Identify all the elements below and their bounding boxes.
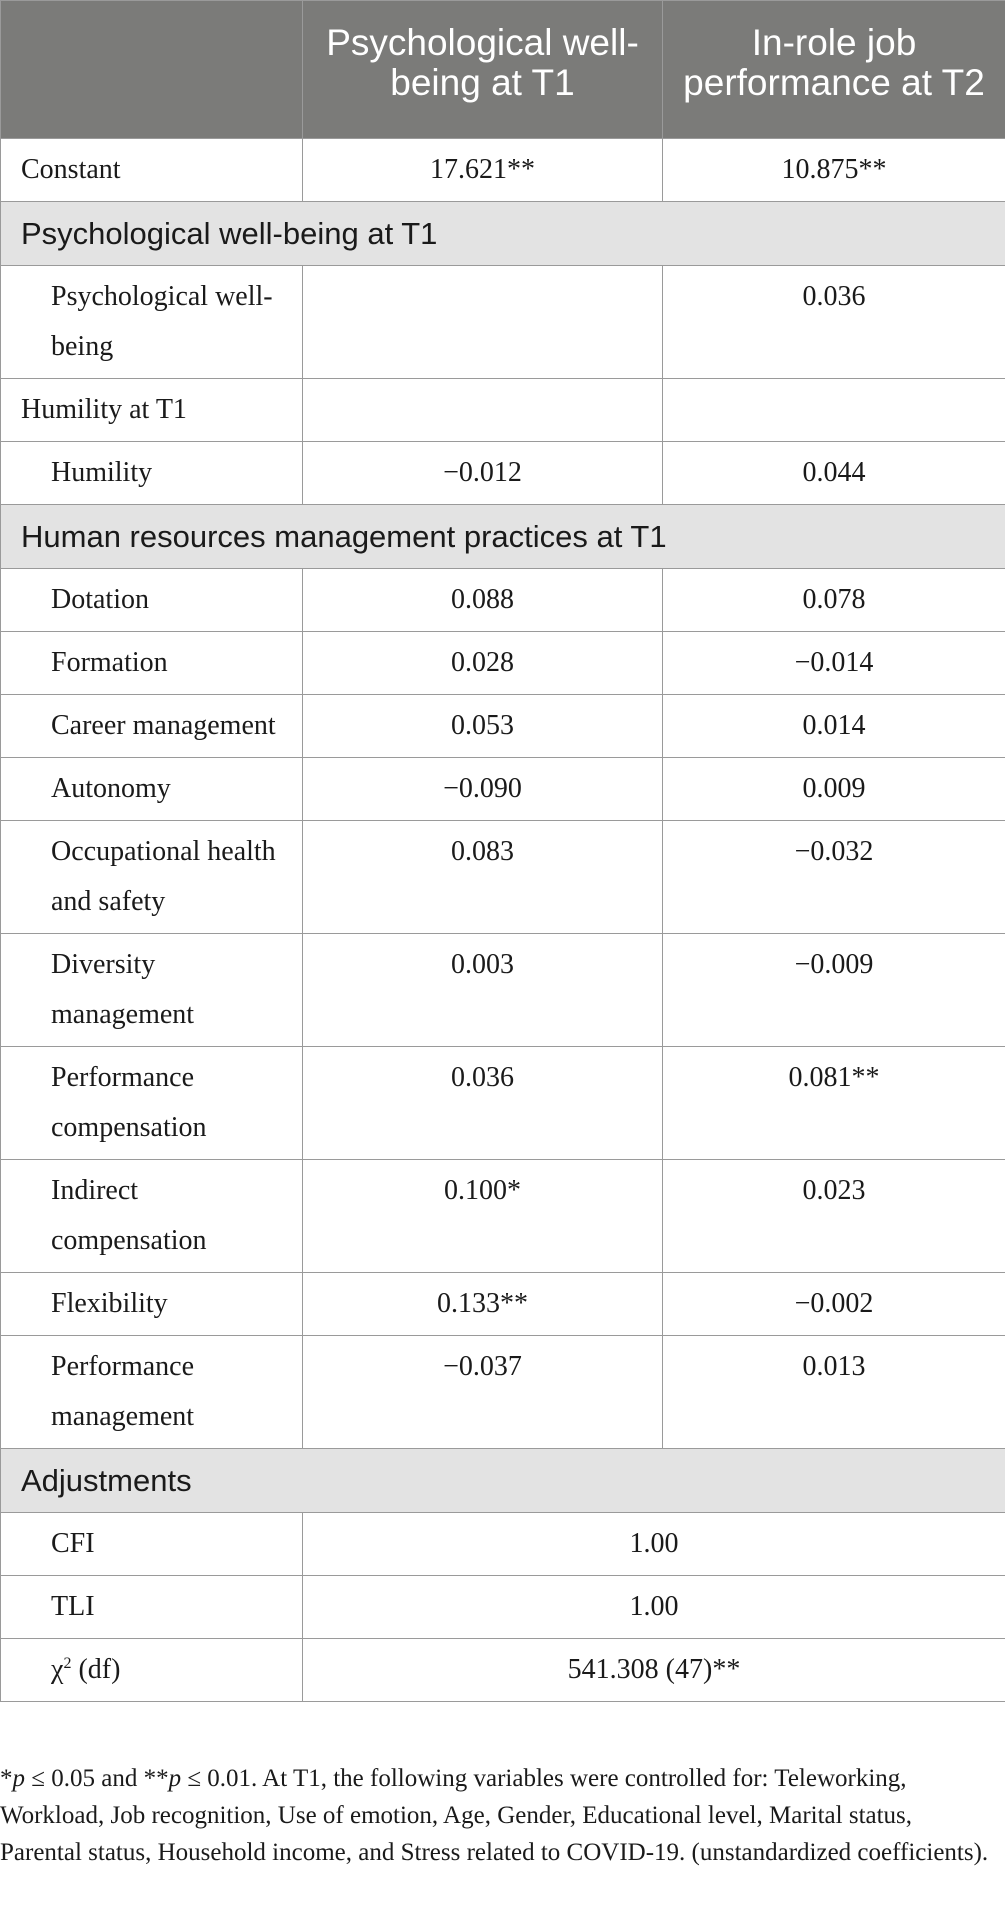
row-label: TLI bbox=[1, 1576, 303, 1639]
section-adjustments: Adjustments bbox=[1, 1449, 1005, 1513]
header-row bbox=[1, 1, 1005, 139]
table-row bbox=[1, 934, 1005, 1047]
table-row bbox=[1, 1336, 1005, 1449]
value-perf: 10.875** bbox=[663, 139, 1005, 202]
value-pwb: 0.028 bbox=[303, 632, 663, 695]
section-hrm-practices: Human resources management practices at T1 bbox=[1, 505, 1005, 569]
value-pwb: 0.100* bbox=[303, 1160, 663, 1273]
value-perf: 0.036 bbox=[663, 266, 1005, 379]
value-pwb bbox=[303, 379, 663, 442]
row-label: Autonomy bbox=[1, 758, 303, 821]
value-perf: −0.014 bbox=[663, 632, 1005, 695]
value-pwb: 0.036 bbox=[303, 1047, 663, 1160]
value-perf: −0.002 bbox=[663, 1273, 1005, 1336]
chi-symbol: χ bbox=[51, 1654, 64, 1685]
table-row bbox=[1, 266, 1005, 379]
table-row bbox=[1, 821, 1005, 934]
value-perf bbox=[663, 379, 1005, 442]
table-row bbox=[1, 379, 1005, 442]
footnote-p: p bbox=[168, 1765, 182, 1792]
header-psychological-well-being: Psychological well-being at T1 bbox=[303, 1, 663, 139]
chi-df-label: (df) bbox=[71, 1654, 121, 1685]
section-row bbox=[1, 505, 1005, 569]
footnote-text: ≤ 0.01. At T1, the following variables were controlled for: Teleworking, Workload, Job recognition, Use of emotion, Age, Gender, Educational level, Marital status, Parental status, Household income, and Stress related to COVID-19. (unstandardized coefficients). bbox=[0, 1765, 989, 1866]
footnote-condition: ≤ 0.05 and ** bbox=[25, 1765, 169, 1792]
value-perf: 0.023 bbox=[663, 1160, 1005, 1273]
value-pwb bbox=[303, 266, 663, 379]
value-pwb: −0.090 bbox=[303, 758, 663, 821]
value-perf: 0.044 bbox=[663, 442, 1005, 505]
value-fit: 1.00 bbox=[303, 1513, 1005, 1576]
value-pwb: 17.621** bbox=[303, 139, 663, 202]
value-pwb: 0.053 bbox=[303, 695, 663, 758]
row-label: Career management bbox=[1, 695, 303, 758]
value-pwb: 0.088 bbox=[303, 569, 663, 632]
footnote-p: p bbox=[12, 1765, 25, 1792]
value-pwb: 0.003 bbox=[303, 934, 663, 1047]
table-row bbox=[1, 1047, 1005, 1160]
table-row bbox=[1, 1576, 1005, 1639]
table-row bbox=[1, 1160, 1005, 1273]
table-row bbox=[1, 139, 1005, 202]
footnote-star: * bbox=[0, 1765, 13, 1792]
value-perf: 0.078 bbox=[663, 569, 1005, 632]
row-label: Formation bbox=[1, 632, 303, 695]
chi-superscript: 2 bbox=[63, 1655, 72, 1672]
table-row bbox=[1, 758, 1005, 821]
row-label: Diversity management bbox=[1, 934, 303, 1047]
row-label: Humility at T1 bbox=[1, 379, 303, 442]
table-row bbox=[1, 1273, 1005, 1336]
table-row bbox=[1, 569, 1005, 632]
value-pwb: 0.133** bbox=[303, 1273, 663, 1336]
section-psychological-well-being: Psychological well-being at T1 bbox=[1, 202, 1005, 266]
value-perf: 0.013 bbox=[663, 1336, 1005, 1449]
value-perf: 0.014 bbox=[663, 695, 1005, 758]
row-label: Performance compensation bbox=[1, 1047, 303, 1160]
table-row bbox=[1, 1513, 1005, 1576]
header-job-performance: In-role job performance at T2 bbox=[663, 1, 1005, 139]
value-pwb: 0.083 bbox=[303, 821, 663, 934]
row-label: Constant bbox=[1, 139, 303, 202]
section-row bbox=[1, 202, 1005, 266]
row-label: Occupational health and safety bbox=[1, 821, 303, 934]
value-perf: −0.032 bbox=[663, 821, 1005, 934]
row-label: CFI bbox=[1, 1513, 303, 1576]
row-label bbox=[1, 1639, 303, 1702]
value-fit: 1.00 bbox=[303, 1576, 1005, 1639]
row-label: Humility bbox=[1, 442, 303, 505]
value-pwb: −0.037 bbox=[303, 1336, 663, 1449]
row-label: Flexibility bbox=[1, 1273, 303, 1336]
row-label: Psychological well-being bbox=[1, 266, 303, 379]
value-perf: 0.009 bbox=[663, 758, 1005, 821]
value-pwb: −0.012 bbox=[303, 442, 663, 505]
table-row bbox=[1, 1639, 1005, 1702]
table-row bbox=[1, 632, 1005, 695]
table-footnote bbox=[0, 1760, 990, 1871]
row-label: Indirect compensation bbox=[1, 1160, 303, 1273]
section-row bbox=[1, 1449, 1005, 1513]
table-row bbox=[1, 695, 1005, 758]
value-perf: −0.009 bbox=[663, 934, 1005, 1047]
table-row bbox=[1, 442, 1005, 505]
header-blank-cell bbox=[1, 1, 303, 139]
value-fit: 541.308 (47)** bbox=[303, 1639, 1005, 1702]
row-label: Performance management bbox=[1, 1336, 303, 1449]
value-perf: 0.081** bbox=[663, 1047, 1005, 1160]
row-label: Dotation bbox=[1, 569, 303, 632]
